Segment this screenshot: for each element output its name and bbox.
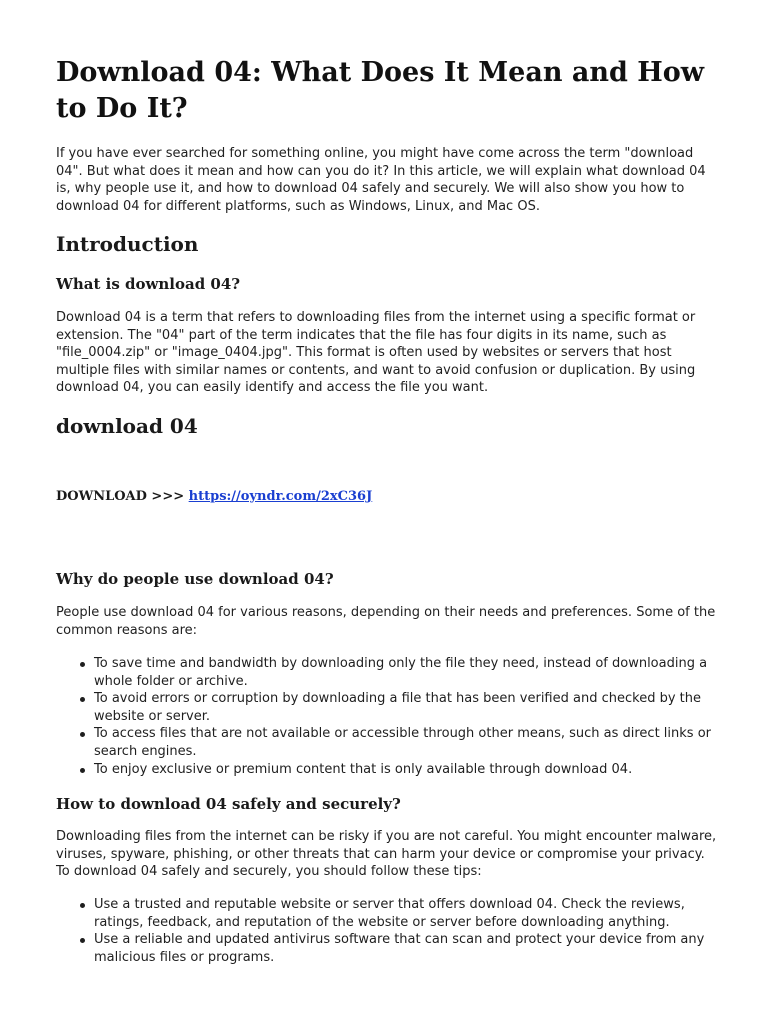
what-is-heading: What is download 04? — [56, 275, 241, 293]
download-heading: download 04 — [56, 414, 198, 438]
list-item: Use a trusted and reputable website or server that offers download 04. Check the reviews, ratings, feedback, and reputation of the website or server before downloading anything. — [94, 896, 721, 931]
bullet-icon — [80, 662, 85, 667]
bullet-icon — [80, 732, 85, 737]
how-heading: How to download 04 safely and securely? — [56, 795, 401, 813]
intro-paragraph: If you have ever searched for something online, you might have come across the term "download 04". But what does it mean and how can you do it? In this article, we will explain what download 04 is, why people use it, and how to download 04 safely and securely. We will also show you how to download 04 for different platforms, such as Windows, Linux, and Mac OS. — [56, 146, 706, 214]
list-item: To avoid errors or corruption by downloading a file that has been verified and checked by the website or server. — [94, 690, 721, 725]
download-label: DOWNLOAD >>> — [56, 489, 189, 504]
list-item: Use a reliable and updated antivirus software that can scan and protect your device from any malicious files or programs. — [94, 931, 721, 966]
bullet-icon — [80, 768, 85, 773]
bullet-icon — [80, 903, 85, 908]
download-link[interactable]: https://oyndr.com/2xC36J — [188, 489, 373, 504]
list-item: To enjoy exclusive or premium content that is only available through download 04. — [94, 761, 721, 779]
why-list — [56, 655, 721, 778]
how-list — [56, 896, 721, 966]
how-paragraph: Downloading files from the internet can be risky if you are not careful. You might encounter malware, viruses, spyware, phishing, or other threats that can harm your device or compromise your privacy. To download 04 safely and securely, you should follow these tips: — [56, 829, 717, 880]
list-item: To save time and bandwidth by downloading only the file they need, instead of downloading a whole folder or archive. — [94, 655, 721, 690]
what-is-paragraph: Download 04 is a term that refers to downloading files from the internet using a specific format or extension. The "04" part of the term indicates that the file has four digits in its name, such as "file_0004.zip" or "image_0404.jpg". This format is often used by websites or servers that host multiple files with similar names or contents, and want to avoid confusion or duplication. By using download 04, you can easily identify and access the file you want. — [56, 310, 696, 396]
download-line — [56, 488, 372, 506]
bullet-icon — [80, 938, 85, 943]
introduction-heading: Introduction — [56, 232, 199, 256]
why-paragraph: People use download 04 for various reasons, depending on their needs and preferences. Some of the common reasons are: — [56, 605, 716, 638]
page-title: Download 04: What Does It Mean and How to Do It? — [56, 57, 705, 124]
why-heading: Why do people use download 04? — [56, 570, 334, 588]
bullet-icon — [80, 697, 85, 702]
list-item: To access files that are not available or accessible through other means, such as direct links or search engines. — [94, 725, 721, 760]
